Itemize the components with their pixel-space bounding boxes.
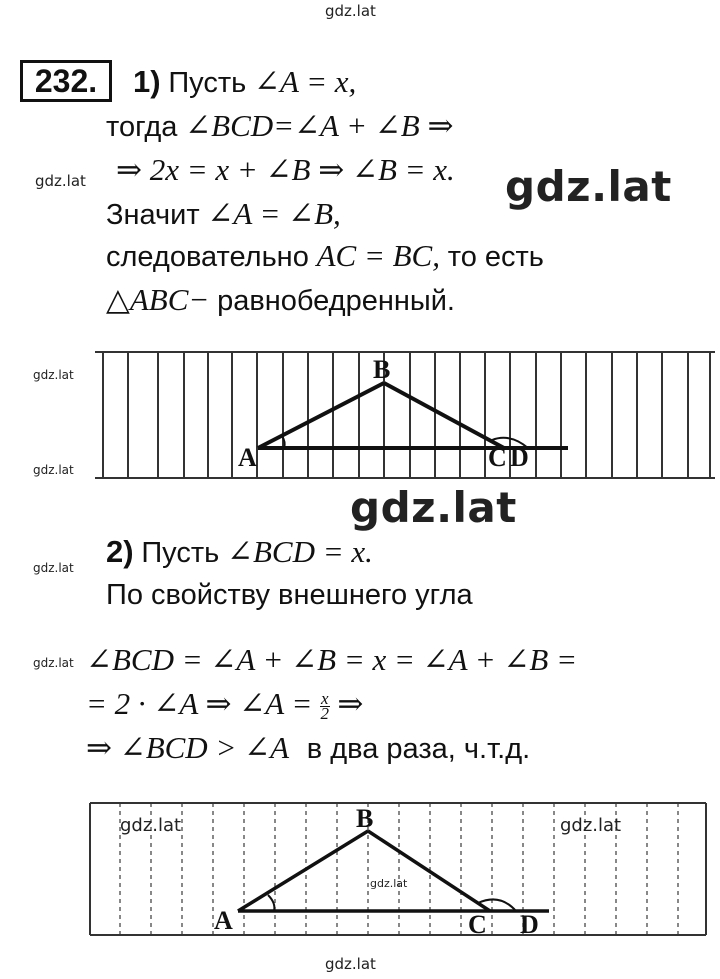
part1-math: ∠A = x, xyxy=(254,64,357,99)
watermark-fig2-right: gdz.lat xyxy=(560,815,622,836)
part1-text: равнобедренный. xyxy=(217,285,455,317)
watermark-left: gdz.lat xyxy=(33,656,74,670)
part2-text: По свойству внешнего угла xyxy=(106,579,473,611)
part2-label: 2) xyxy=(106,534,134,569)
watermark-big: gdz.lat xyxy=(505,162,672,211)
watermark-fig2-left: gdz.lat xyxy=(120,815,182,836)
triangle xyxy=(258,383,568,448)
triangle xyxy=(238,831,549,911)
vertex-label-b: B xyxy=(356,804,374,833)
part2-math: ⇒ ∠BCD > ∠A xyxy=(86,730,290,765)
part2-math: = 2 · ∠A ⇒ ∠A = xyxy=(86,686,313,721)
part2-line-1 xyxy=(106,532,373,573)
part1-math: △ABC− xyxy=(106,282,210,317)
watermark-top: gdz.lat xyxy=(325,2,376,20)
part1-line-6 xyxy=(106,280,455,321)
watermark-left: gdz.lat xyxy=(33,368,74,382)
angle-arcs xyxy=(268,895,516,911)
vertex-label-a: A xyxy=(214,906,233,935)
vertex-label-a: A xyxy=(238,443,257,472)
watermark-fig2-center: gdz.lat xyxy=(370,877,408,890)
watermark-left: gdz.lat xyxy=(33,463,74,477)
part1-text: то есть xyxy=(447,241,544,273)
vertex-label-c: C xyxy=(488,443,507,472)
vertex-label-d: D xyxy=(520,910,539,939)
part1-line-3 xyxy=(116,150,455,190)
part1-math: ∠A = ∠B, xyxy=(207,196,341,231)
vertex-label-c: C xyxy=(468,910,487,939)
triangle-figure-2 xyxy=(0,795,720,945)
part1-text: тогда xyxy=(106,111,178,143)
part2-math: ⇒ xyxy=(337,686,364,721)
problem-number: 232. xyxy=(20,60,112,102)
part2-text: Пусть xyxy=(141,537,220,569)
part2-math: ∠BCD = x. xyxy=(227,534,373,569)
part1-line-1 xyxy=(133,62,356,103)
vertex-label-b: B xyxy=(373,355,391,384)
part1-label: 1) xyxy=(133,64,161,99)
part1-text: следовательно xyxy=(106,241,309,273)
watermark-big: gdz.lat xyxy=(350,483,517,532)
fraction xyxy=(320,689,330,724)
part1-line-2 xyxy=(106,106,453,147)
watermark-bottom: gdz.lat xyxy=(325,955,376,973)
part1-math: AC = BC, xyxy=(316,238,440,273)
fraction-numerator: x xyxy=(321,689,329,709)
fraction-denominator: 2 xyxy=(320,704,330,724)
part1-line-4 xyxy=(106,194,341,235)
part2-line-5 xyxy=(86,728,530,769)
vertex-label-d: D xyxy=(510,443,529,472)
watermark-left: gdz.lat xyxy=(35,172,86,190)
triangle-figure-1 xyxy=(0,340,720,490)
part2-text: в два раза, ч.т.д. xyxy=(306,733,531,765)
part1-text: Значит xyxy=(106,199,200,231)
part2-line-3 xyxy=(86,640,577,680)
part2-line-4 xyxy=(86,684,363,724)
watermark-left: gdz.lat xyxy=(33,561,74,575)
grid-lines xyxy=(95,352,715,478)
part1-math: ∠BCD=∠A + ∠B ⇒ xyxy=(185,108,454,143)
part1-text: Пусть xyxy=(168,67,247,99)
part1-math: ⇒ 2x = x + ∠B ⇒ ∠B = x. xyxy=(116,152,455,187)
part2-math: ∠BCD = ∠A + ∠B = x = ∠A + ∠B = xyxy=(86,642,578,677)
part2-line-2 xyxy=(106,574,473,615)
part1-line-5 xyxy=(106,236,544,277)
